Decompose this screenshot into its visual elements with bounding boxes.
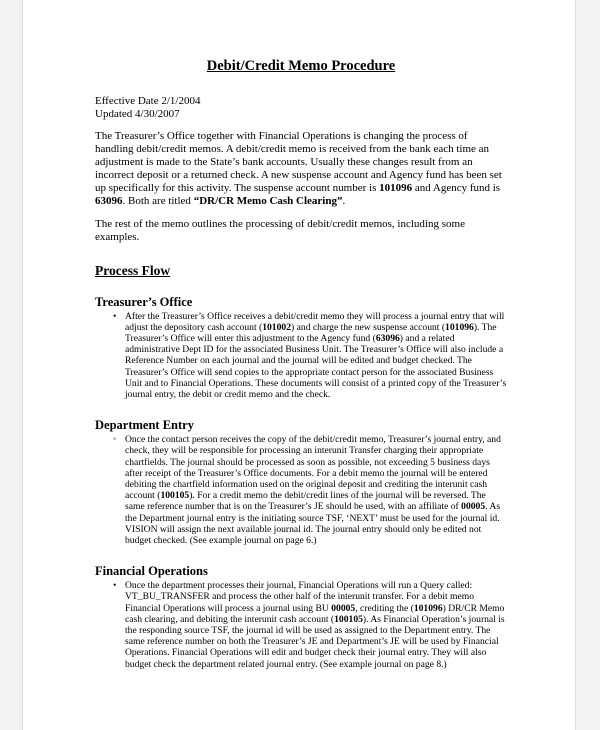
process-flow-heading: Process Flow — [95, 262, 171, 278]
document-title: Debit/Credit Memo Procedure — [206, 58, 396, 74]
intro-paragraph: The Treasurer’s Office together with Financial Operations is changing the process of handling debit/credit memos. A debit/credit memo is received from the bank each time an adjustment is made to the State’s bank accounts. Usually these changes result from an incorrect deposit or a returned check. A new suspense account and Agency fund has been set up specifically for this activity. The suspense account number is 101096 and Agency fund is 63096. Both are titled “DR/CR Memo Cash Clearing”. — [95, 130, 502, 208]
financial-operations-heading: Financial Operations — [95, 564, 208, 579]
effective-date: Effective Date 2/1/2004 — [95, 95, 201, 107]
bullet-icon: • — [113, 310, 117, 322]
document-content — [95, 58, 507, 670]
bullet-icon: • — [113, 434, 117, 446]
bullet-icon: • — [113, 580, 117, 592]
fund-title: “DR/CR Memo Cash Clearing” — [193, 195, 343, 208]
list-item: • Once the contact person receives the copy of the debit/credit memo, Treasurer’s journal entry, and check, they will be responsible for processing an interunit Transfer charging their appropriate chartfields. The journal should be processed as soon as possible, not exceeding 5 business days after receipt of the Treasurer’s Office documents. For a debit memo the journal will be entered debiting the chartfield information used on the original deposit and crediting the interunit cash account (100105). For a credit memo the debit/credit lines of the journal will be reversed. The same reference number that is on the Treasurer’s JE should be used, with an affiliate of 00005. As the Department journal entry is the initiating source TSF, ‘NEXT’ must be used for the journal id. VISION will assign the next available journal id. The journal entry should only be edited not budget checked. (See example journal on page 6.) — [113, 434, 501, 547]
treasurers-office-list — [95, 311, 507, 401]
list-item: • After the Treasurer’s Office receives a debit/credit memo they will process a journal entry that will adjust the depository cash account (101002) and charge the new suspense account (101096). The Treasurer’s Office will enter this adjustment to the Agency fund (63096) and a related administrative Dept ID for the associated Business Unit. The Treasurer’s Office will also include a Reference Number on each journal and the journal will be edited and budget checked. The Treasurer’s Office will send copies to the appropriate contact person for the associated Business Unit and to Financial Operations. These documents will consist of a printed copy of the Treasurer’s journal entry, the debit or credit memo and the check. — [113, 310, 507, 400]
department-entry-list — [95, 434, 507, 546]
financial-operations-list — [95, 580, 507, 670]
suspense-account-number: 101096 — [379, 182, 413, 195]
treasurers-office-heading: Treasurer’s Office — [95, 294, 193, 309]
department-entry-heading: Department Entry — [95, 418, 194, 433]
updated-date: Updated 4/30/2007 — [95, 108, 180, 120]
agency-fund-number: 63096 — [95, 195, 123, 208]
rest-paragraph: The rest of the memo outlines the processing of debit/credit memos, including some examples. — [95, 217, 465, 243]
document-page — [22, 0, 576, 730]
list-item: • Once the department processes their journal, Financial Operations will run a Query called: VT_BU_TRANSFER and process the other half of the interunit transfer. For a debit memo Financial Operations will process a journal using BU 00005, crediting the (101096) DR/CR Memo cash clearing, and debiting the interunit cash account (100105). As Financial Operation’s journal is the responding source TSF, the journal id will be used as assigned to the Department entry. The same reference number on both the Treasurer’s JE and Department’s JE will be used by Financial Operations. Financial Operations will edit and budget check their journal entry. They will also budget check the department related journal entry. (See example journal on page 8.) — [113, 580, 505, 670]
